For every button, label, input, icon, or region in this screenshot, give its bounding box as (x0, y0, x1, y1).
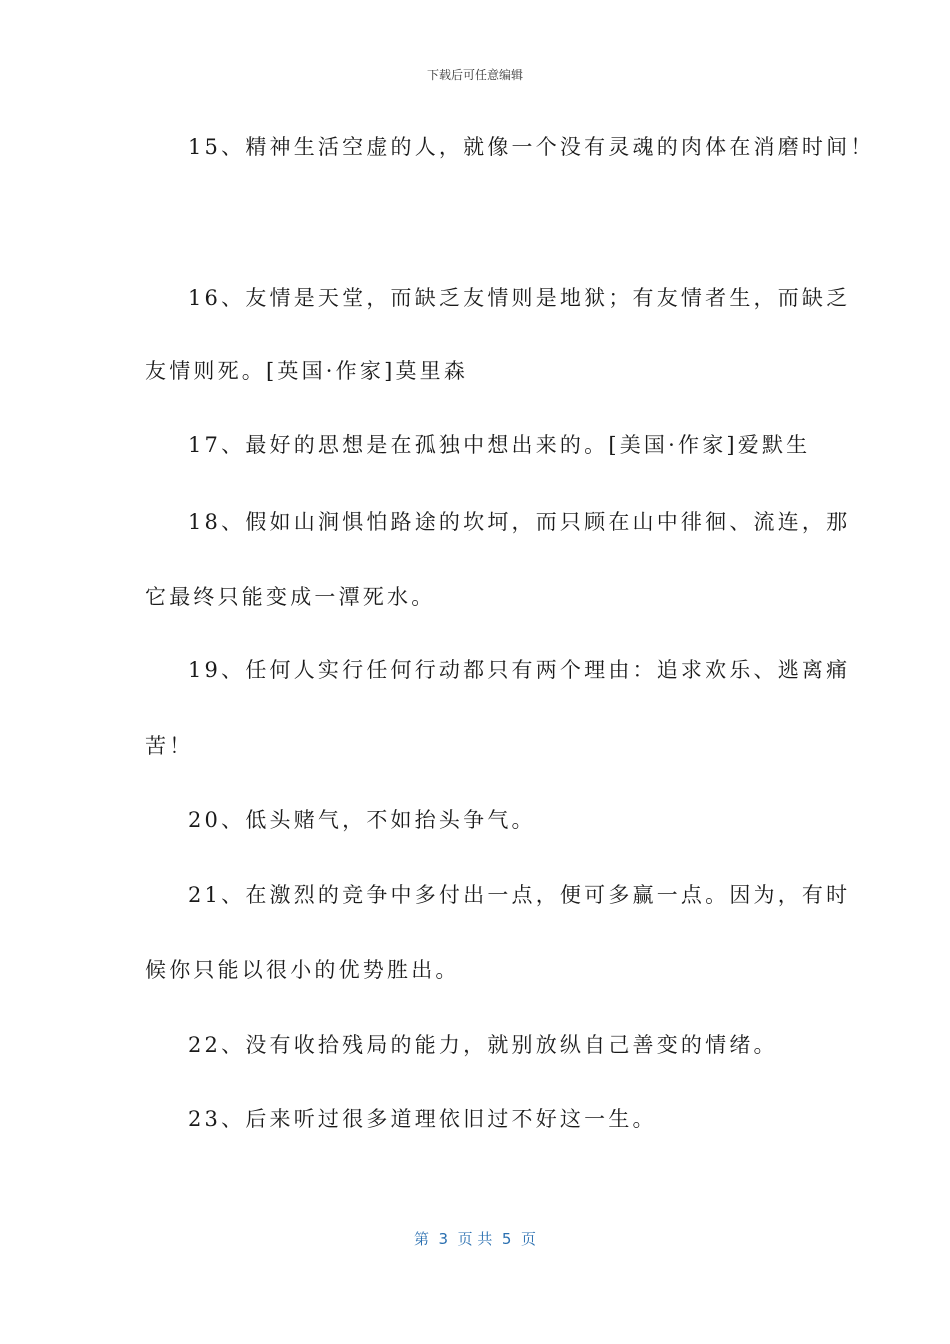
quote-20-line: 20、低头赌气，不如抬头争气。 (188, 808, 536, 832)
quote-21-line-1: 21、在激烈的竞争中多付出一点，便可多赢一点。因为，有时 (188, 883, 851, 907)
quote-18-line-1: 18、假如山涧惧怕路途的坎坷，而只顾在山中徘徊、流连，那 (188, 510, 851, 534)
header-note: 下载后可任意编辑 (426, 68, 523, 82)
quote-15-line: 15、精神生活空虚的人，就像一个没有灵魂的肉体在消磨时间！ (188, 135, 875, 159)
quote-23-line: 23、后来听过很多道理依旧过不好这一生。 (188, 1107, 657, 1131)
quote-18-line-2: 它最终只能变成一潭死水。 (145, 585, 436, 609)
quote-21-line-2: 候你只能以很小的优势胜出。 (145, 958, 460, 982)
quote-22-line: 22、没有收拾残局的能力，就别放纵自己善变的情绪。 (188, 1033, 778, 1057)
quote-19-line-1: 19、任何人实行任何行动都只有两个理由：追求欢乐、逃离痛 (188, 658, 851, 682)
page-number-footer: 第 3 页 共 5 页 (414, 1230, 536, 1248)
quote-19-line-2: 苦！ (145, 734, 194, 758)
quote-17-line: 17、最好的思想是在孤独中想出来的。[美国·作家]爱默生 (188, 433, 811, 457)
quote-16-line-2: 友情则死。[英国·作家]莫里森 (145, 359, 469, 383)
quote-16-line-1: 16、友情是天堂，而缺乏友情则是地狱；有友情者生，而缺乏 (188, 286, 851, 310)
